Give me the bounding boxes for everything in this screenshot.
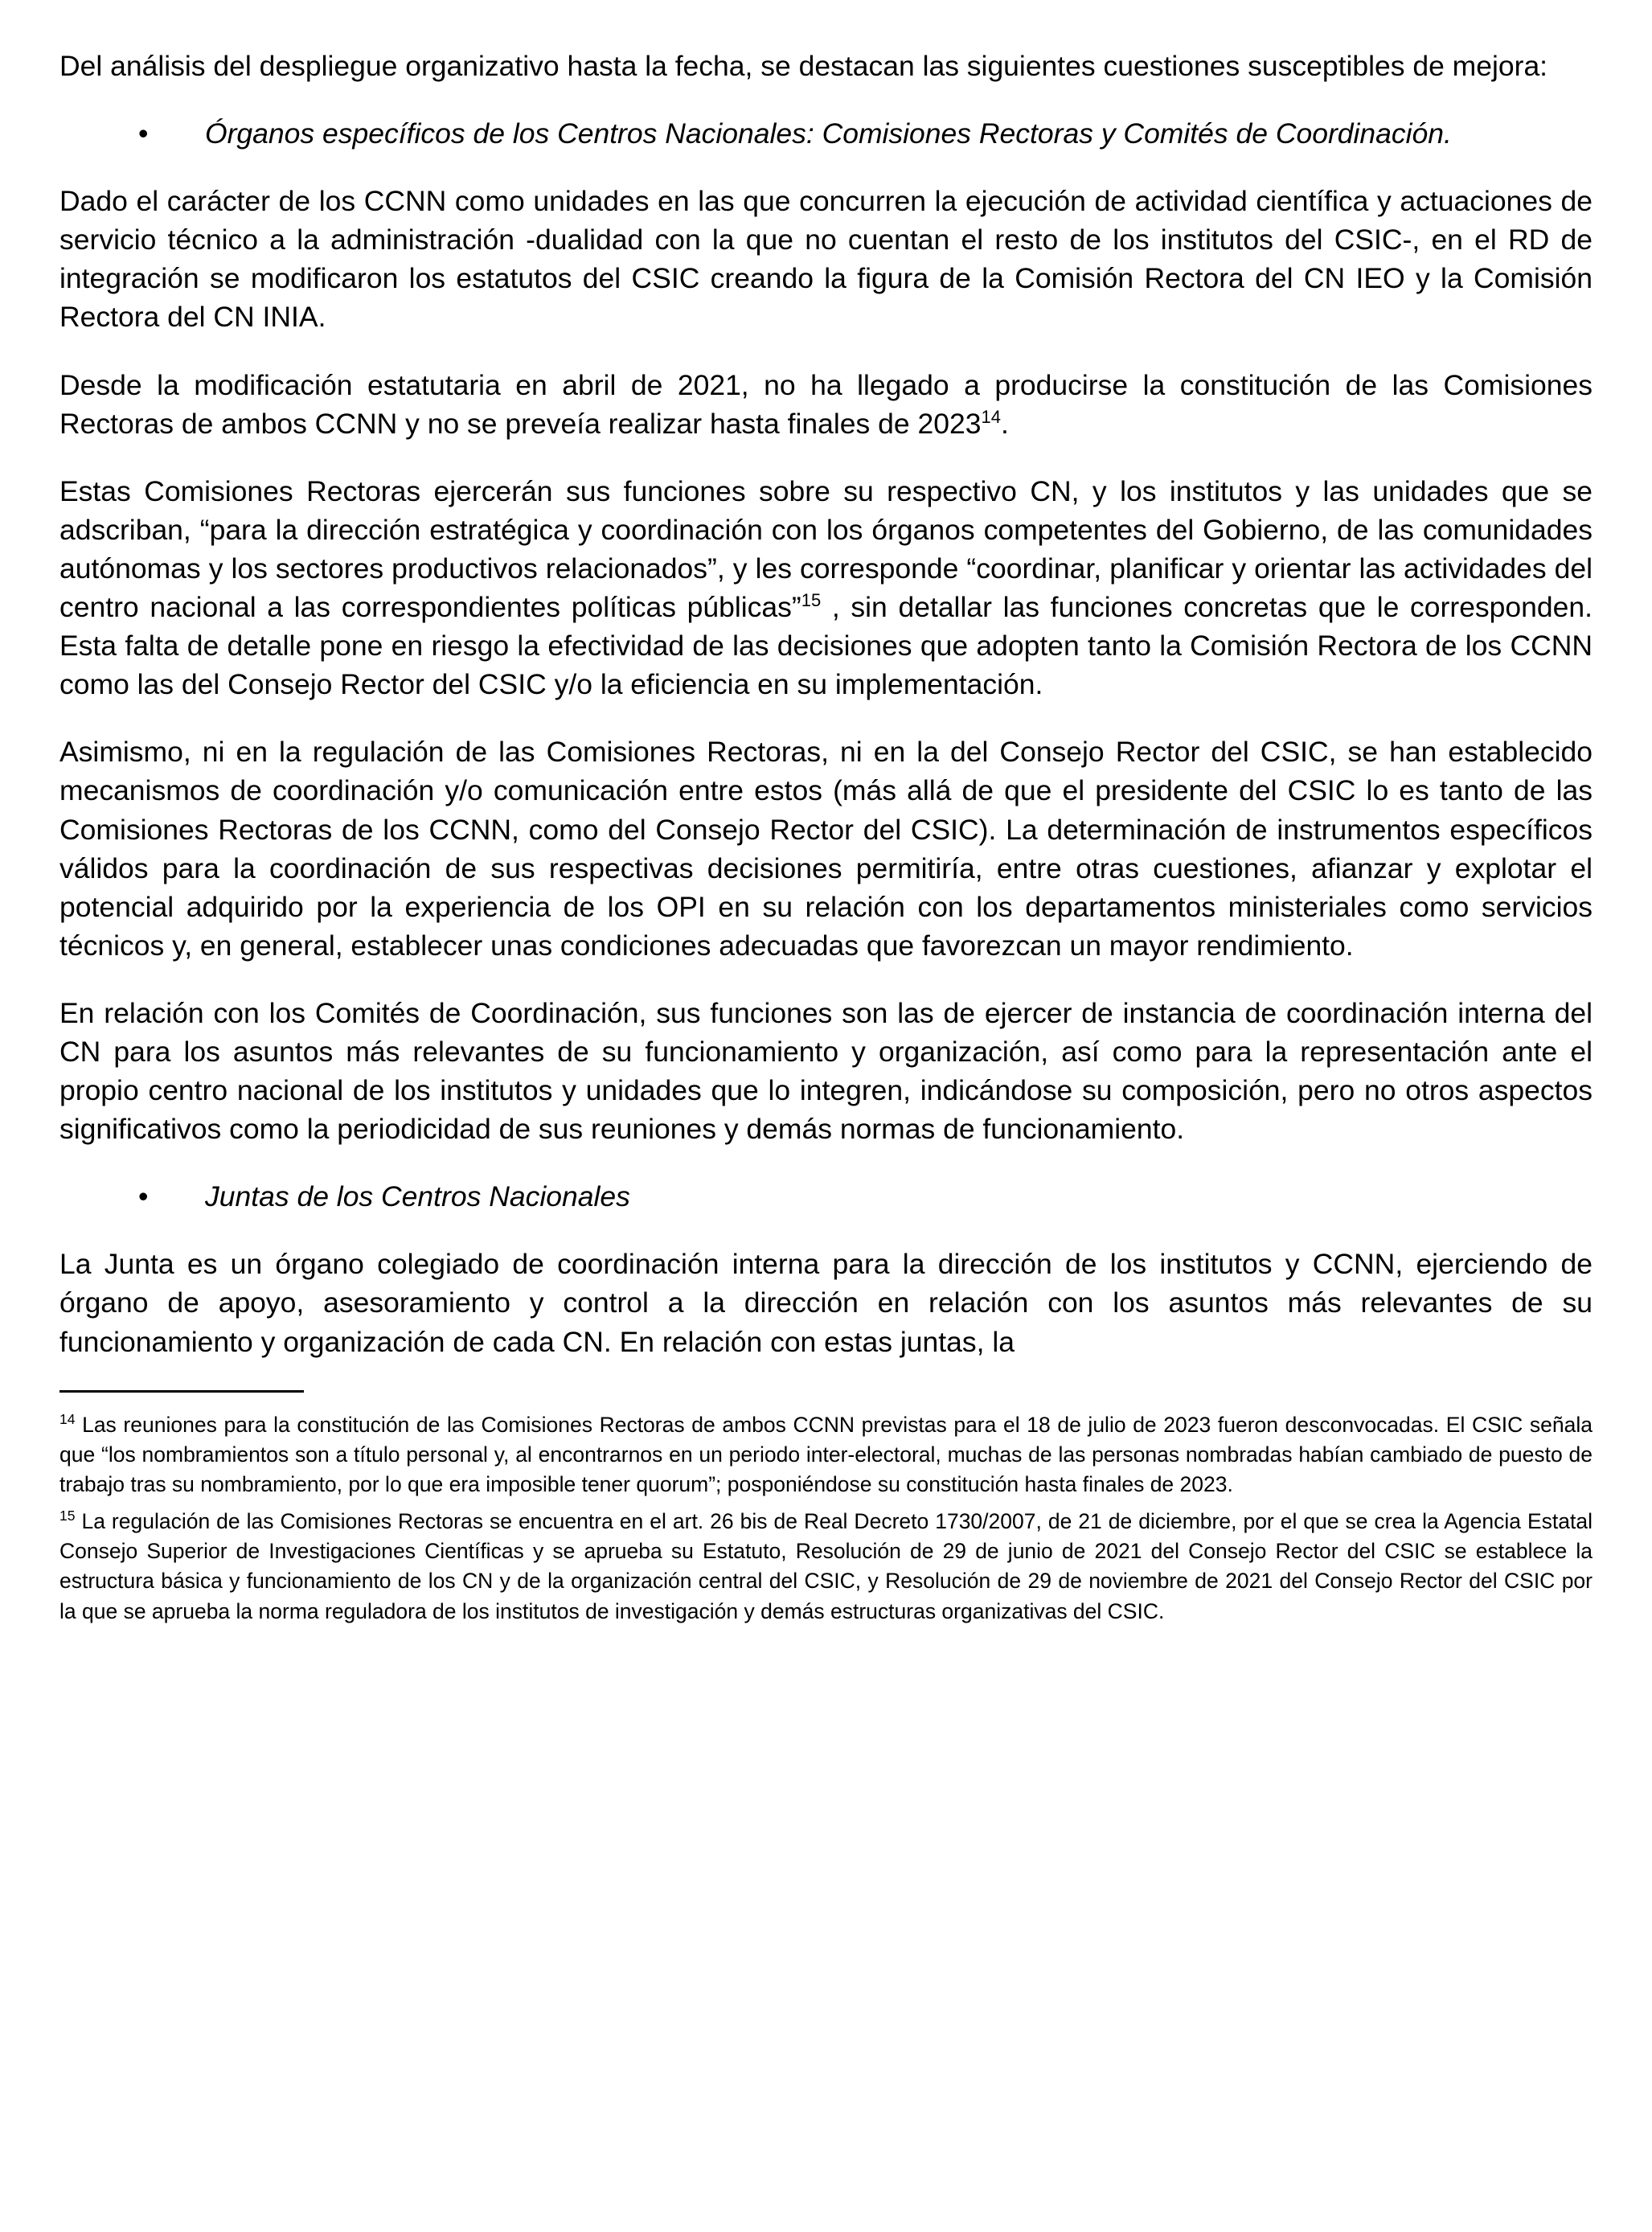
paragraph-comites-coordinacion: En relación con los Comités de Coordinación, sus funciones son las de ejercer de instancia de coordinación interna del CN para los asuntos más relevantes de su funcionamiento y organización, así como para la representación ante el propio centro nacional de los institutos y unidades que lo integren, indicándose su composición, pero no otros aspectos significativos como la periodicidad de sus reuniones y demás normas de funcionamiento. <box>59 996 1593 1146</box>
paragraph-analisis-despliegue: Del análisis del despliegue organizativo hasta la fecha, se destacan las siguientes cuestiones susceptibles de mejora: <box>59 50 1548 82</box>
footnote-14-number: 14 <box>59 1410 76 1427</box>
footnote-14-text: Las reuniones para la constitución de las Comisiones Rectoras de ambos CCNN previstas para el 18 de julio de 2023 fueron desconvocadas. El CSIC señala que “los nombramientos son a título personal y, al encontrarnos en un periodo inter-electoral, muchas de las personas nombradas habían cambiado de puesto de trabajo tras su nombramiento, por lo que era imposible tener quorum”; posponiéndose su constitución hasta finales de 2023. <box>59 1412 1593 1497</box>
bullet-item-label: Juntas de los Centros Nacionales <box>205 1180 630 1213</box>
bullet-marker-icon: • <box>138 117 149 150</box>
paragraph-desde-text-tail: . <box>1000 407 1009 440</box>
bullet-item-organos-especificos <box>59 114 1593 153</box>
bullet-item-juntas-centros-nacionales <box>59 1177 1593 1216</box>
footnote-15-number: 15 <box>59 1507 76 1524</box>
paragraph-asimismo-regulacion: Asimismo, ni en la regulación de las Comisiones Rectoras, ni en la del Consejo Rector del CSIC, se han establecido mecanismos de coordinación y/o comunicación entre estos (más allá de que el presidente del CSIC lo es tanto de las Comisiones Rectoras de los CCNN, como del Consejo Rector del CSIC). La determinación de instrumentos específicos válidos para la coordinación de sus respectivas decisiones permitiría, entre otras cuestiones, afianzar y explotar el potencial adquirido por la experiencia de los OPI en su relación con los departamentos ministeriales como servicios técnicos y, en general, establecer unas condiciones adecuadas que favorezcan un mayor rendimiento. <box>59 736 1593 962</box>
footnote-14 <box>59 1410 1593 1500</box>
paragraph-desde-text: Desde la modificación estatutaria en abril de 2021, no ha llegado a producirse la constitución de las Comisiones Rectoras de ambos CCNN y no se preveía realizar hasta finales de 2023 <box>59 368 1593 440</box>
footnote-reference-15[interactable]: 15 <box>801 590 822 611</box>
footnote-15-text: La regulación de las Comisiones Rectoras se encuentra en el art. 26 bis de Real Decreto 1730/2007, de 21 de diciembre, por el que se crea la Agencia Estatal Consejo Superior de Investigaciones Científicas y se aprueba su Estatuto, Resolución de 29 de junio de 2021 del Consejo Rector del CSIC se establece la estructura básica y funcionamiento de los CN y de la organización central del CSIC, y Resolución de 29 de noviembre de 2021 del Consejo Rector del CSIC por la que se aprueba la norma reguladora de los institutos de investigación y demás estructuras organizativas del CSIC. <box>59 1508 1593 1623</box>
footnote-15 <box>59 1507 1593 1627</box>
bullet-list-juntas <box>59 1177 1593 1216</box>
paragraph-estas-text: Estas Comisiones Rectoras ejercerán sus funciones sobre su respectivo CN, y los institutos y las unidades que se adscriban, “para la dirección estratégica y coordinación con los órganos competentes del Gobierno, de las comunidades autónomas y los sectores productivos relacionados”, y les corresponde “coordinar, planificar y orientar las actividades del centro nacional a las correspondientes políticas públicas” <box>59 474 1593 624</box>
footnote-reference-14[interactable]: 14 <box>981 406 1001 427</box>
bullet-marker-icon: • <box>138 1180 149 1213</box>
footnote-separator-rule <box>59 1390 304 1393</box>
footnotes-section <box>59 1390 1593 1627</box>
paragraph-dado-caracter-ccnn: Dado el carácter de los CCNN como unidades en las que concurren la ejecución de actividad científica y actuaciones de servicio técnico a la administración -dualidad con la que no cuentan el resto de los institutos del CSIC-, en el RD de integración se modificaron los estatutos del CSIC creando la figura de la Comisión Rectora del CN IEO y la Comisión Rectora del CN INIA. <box>59 185 1593 334</box>
paragraph-desde-modificacion-estatutaria <box>59 366 1593 443</box>
paragraph-estas-text-tail: , sin detallar las funciones concretas que le corresponden. Esta falta de detalle pone en riesgo la efectividad de las decisiones que adopten tanto la Comisión Rectora de los CCNN como las del Consejo Rector del CSIC y/o la eficiencia en su implementación. <box>59 591 1593 701</box>
paragraph-la-junta-organo-colegiado: La Junta es un órgano colegiado de coordinación interna para la dirección de los institutos y CCNN, ejerciendo de órgano de apoyo, asesoramiento y control a la dirección en relación con los asuntos más relevantes de su funcionamiento y organización de cada CN. En relación con estas juntas, la <box>59 1248 1593 1358</box>
bullet-item-label: Órganos específicos de los Centros Nacionales: Comisiones Rectoras y Comités de Coordinación. <box>205 117 1452 150</box>
paragraph-estas-comisiones-rectoras <box>59 472 1593 704</box>
bullet-list-organos <box>59 114 1593 153</box>
